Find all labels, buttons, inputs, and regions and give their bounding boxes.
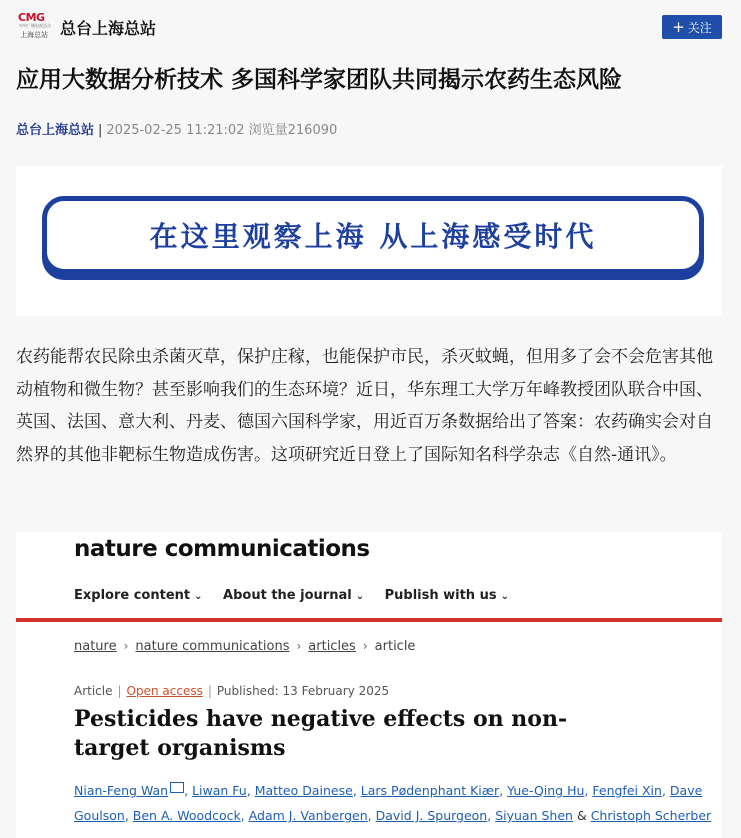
author-link[interactable]: Christoph Scherber — [590, 808, 712, 823]
nav-explore-content[interactable] — [74, 588, 203, 603]
author-link[interactable]: Fengfei Xin — [592, 783, 662, 798]
chevron-down-icon: ⌄ — [355, 591, 365, 602]
article-datetime: 2025-02-25 11:21:02 — [106, 123, 245, 138]
breadcrumb-articles[interactable]: articles — [308, 639, 356, 654]
banner-pill — [42, 196, 704, 274]
follow-button[interactable] — [662, 15, 722, 39]
meta-divider: | — [117, 684, 122, 698]
author-list — [74, 778, 714, 828]
chevron-down-icon: ⌄ — [500, 591, 509, 602]
nav-label: Explore content — [74, 588, 191, 603]
nav-divider — [16, 618, 722, 622]
nav-publish-with-us[interactable] — [385, 588, 509, 603]
author-link[interactable]: Ben A. Woodcock — [132, 808, 241, 823]
cmg-logo-subtitle: 中央广播电视总台 — [19, 23, 51, 28]
promo-banner[interactable] — [16, 166, 722, 316]
article-meta — [16, 119, 337, 138]
top-bar — [0, 0, 741, 52]
banner-text: 在这里观察上海 从上海感受时代 — [149, 220, 597, 253]
meta-divider: | — [207, 684, 212, 698]
author-link[interactable]: Nian-Feng Wan — [74, 783, 169, 798]
chevron-right-icon: › — [362, 639, 368, 653]
author-separator: , — [499, 783, 504, 798]
chevron-right-icon: › — [296, 639, 302, 653]
nav-label: About the journal — [223, 588, 352, 603]
author-separator: , — [246, 783, 251, 798]
article-author[interactable]: 总台上海总站 — [16, 123, 95, 138]
author-link[interactable]: David J. Spurgeon — [375, 808, 488, 823]
chevron-right-icon: › — [123, 639, 129, 653]
author-link[interactable]: Liwan Fu — [192, 783, 247, 798]
author-separator: , — [124, 808, 129, 823]
breadcrumb-nature[interactable]: nature — [74, 639, 117, 654]
chevron-down-icon: ⌄ — [194, 591, 203, 602]
author-separator: , — [352, 783, 357, 798]
follow-label: 关注 — [687, 20, 712, 35]
author-separator: , — [584, 783, 589, 798]
author-separator: , — [184, 783, 189, 798]
breadcrumb-nature-communications[interactable]: nature communications — [135, 639, 290, 654]
author-link[interactable]: Siyuan Shen — [495, 808, 573, 823]
plus-icon: + — [672, 17, 685, 36]
author-link[interactable]: Dave Goulson — [74, 783, 703, 823]
nav-about-journal[interactable] — [223, 588, 364, 603]
author-separator: , — [240, 808, 245, 823]
author-link[interactable]: Adam J. Vanbergen — [248, 808, 368, 823]
nature-article-title: Pesticides have negative effects on non-target organisms — [74, 706, 568, 761]
meta-divider: | — [98, 123, 103, 138]
author-separator: , — [661, 783, 666, 798]
channel-name[interactable]: 总台上海总站 — [60, 19, 157, 38]
email-icon[interactable] — [170, 782, 184, 793]
nav-label: Publish with us — [384, 588, 497, 603]
author-link[interactable]: Matteo Dainese — [254, 783, 353, 798]
cmg-logo-text: CMG — [18, 11, 45, 24]
author-and: & — [576, 808, 587, 823]
published-date: Published: 13 February 2025 — [216, 684, 390, 698]
breadcrumb — [74, 639, 415, 654]
article-type-meta — [74, 684, 389, 698]
article-title: 应用大数据分析技术 多国科学家团队共同揭示农药生态风险 — [16, 67, 623, 93]
article-type: Article — [74, 684, 113, 698]
article-body: 农药能帮农民除虫杀菌灭草，保护庄稼，也能保护市民，杀灭蚊蝇，但用多了会不会危害其他动植物和微生物？甚至影响我们的生态环境？近日，华东理工大学万年峰教授团队联合中国、英国、法国、意大利、丹麦、德国六国科学家，用近百万条数据给出了答案：农药确实会对自然界的其他非靶标生物造成伤害。这项研究近日登上了国际知名科学杂志《自然-通讯》。 — [16, 347, 713, 465]
cmg-logo[interactable] — [18, 11, 50, 43]
nature-nav — [74, 588, 525, 603]
article-views: 浏览量216090 — [248, 123, 338, 138]
author-separator: , — [487, 808, 492, 823]
nature-screenshot — [16, 532, 722, 838]
author-separator: , — [367, 808, 372, 823]
nature-logo[interactable]: nature communications — [74, 536, 370, 562]
open-access-link[interactable]: Open access — [126, 684, 203, 698]
breadcrumb-current: article — [374, 639, 416, 654]
author-link[interactable]: Yue-Qing Hu — [507, 783, 585, 798]
author-link[interactable]: Lars Pødenphant Kiær — [360, 783, 500, 798]
cmg-logo-station: 上海总站 — [20, 31, 48, 39]
